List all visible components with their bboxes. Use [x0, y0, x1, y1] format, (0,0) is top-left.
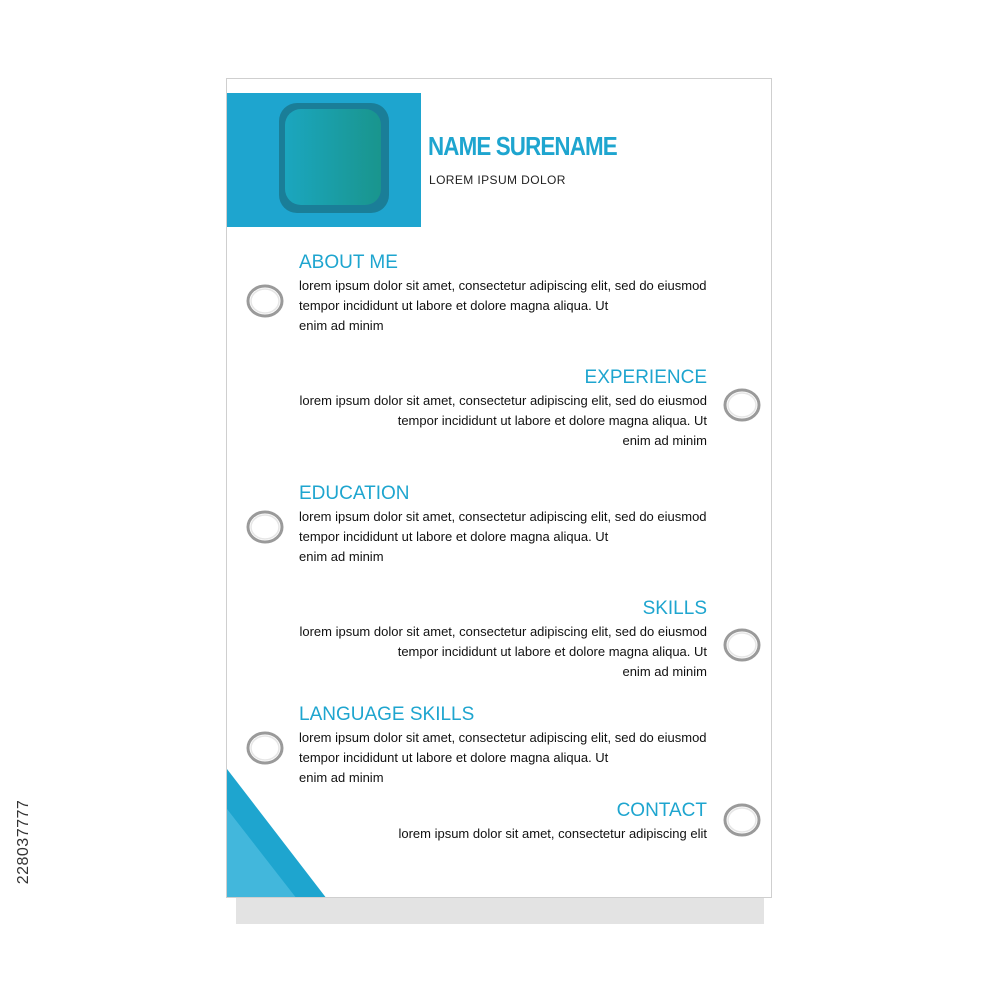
section-education [299, 483, 739, 567]
section-text-line: enim ad minim [299, 549, 384, 564]
section-text-line: tempor incididunt ut labore et dolore magna aliqua. Ut [299, 529, 609, 544]
section-text-line: tempor incididunt ut labore et dolore magna aliqua. Ut [397, 413, 707, 428]
ring-bullet-icon [245, 730, 285, 766]
section-text-line: lorem ipsum dolor sit amet, consectetur adipiscing elit, sed do eiusmod [299, 624, 707, 639]
candidate-name: NAME SURENAME [428, 131, 617, 161]
resume-page [226, 78, 772, 898]
section-text-line: lorem ipsum dolor sit amet, consectetur adipiscing elit, sed do eiusmod [299, 278, 707, 293]
section-text-line: tempor incididunt ut labore et dolore magna aliqua. Ut [299, 750, 609, 765]
section-title: EDUCATION [299, 483, 410, 504]
section-language-skills [299, 704, 739, 788]
corner-decoration [227, 769, 327, 898]
section-text-line: lorem ipsum dolor sit amet, consectetur adipiscing elit, sed do eiusmod [299, 730, 707, 745]
section-text-line: enim ad minim [622, 664, 707, 679]
ring-bullet-icon [722, 802, 762, 838]
ring-bullet-icon [245, 509, 285, 545]
section-skills [267, 598, 707, 682]
section-title: EXPERIENCE [584, 367, 707, 388]
section-text-line: lorem ipsum dolor sit amet, consectetur adipiscing elit, sed do eiusmod [299, 393, 707, 408]
photo-placeholder-face [285, 109, 381, 205]
section-text-line: tempor incididunt ut labore et dolore magna aliqua. Ut [397, 644, 707, 659]
section-title: ABOUT ME [299, 252, 398, 273]
section-experience [267, 367, 707, 451]
section-text-line: lorem ipsum dolor sit amet, consectetur adipiscing elit [398, 826, 707, 841]
section-text-line: lorem ipsum dolor sit amet, consectetur adipiscing elit, sed do eiusmod [299, 509, 707, 524]
ring-bullet-icon [722, 627, 762, 663]
ring-bullet-icon [245, 283, 285, 319]
candidate-subtitle: LOREM IPSUM DOLOR [429, 173, 566, 187]
section-text-line: enim ad minim [622, 433, 707, 448]
section-title: LANGUAGE SKILLS [299, 704, 475, 725]
section-contact [267, 800, 707, 844]
page-shadow [236, 898, 764, 924]
section-text-line: tempor incididunt ut labore et dolore magna aliqua. Ut [299, 298, 609, 313]
section-about-me [299, 252, 739, 336]
section-title: SKILLS [642, 598, 707, 619]
header-color-block [227, 93, 421, 227]
section-text-line: enim ad minim [299, 318, 384, 333]
stock-id: 228037777 [15, 799, 32, 885]
section-text-line: enim ad minim [299, 770, 384, 785]
ring-bullet-icon [722, 387, 762, 423]
section-title: CONTACT [616, 800, 707, 821]
